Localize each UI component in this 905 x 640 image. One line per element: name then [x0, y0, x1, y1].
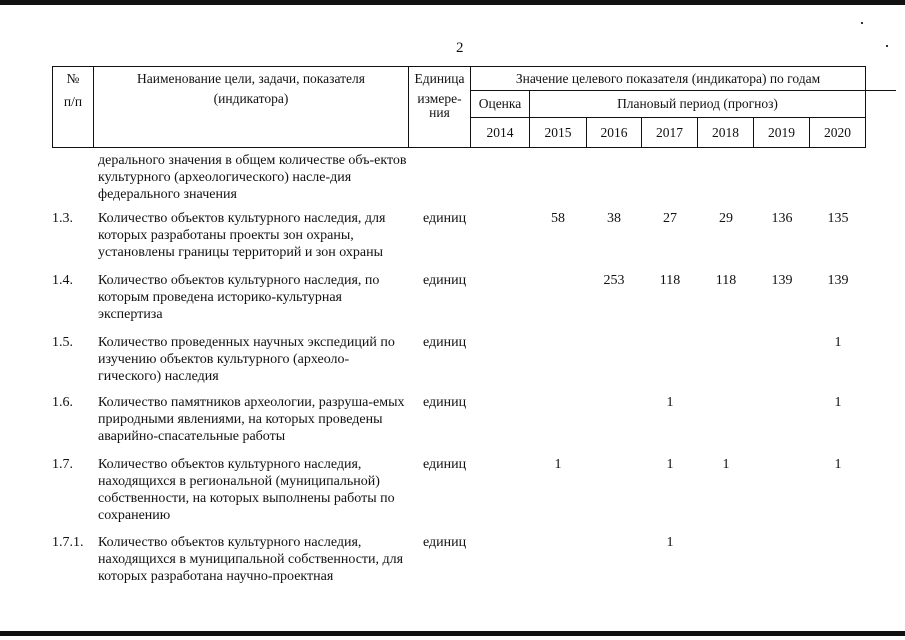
- page-number: 2: [456, 40, 464, 56]
- row-indicator-name: Количество проведенных научных экспедиций по изучению объектов культурного (археоло-гического) наследия: [98, 335, 395, 384]
- header-num-sublabel: п/п: [63, 94, 83, 109]
- row-number: 1.4.: [52, 273, 73, 288]
- row-unit: единиц: [423, 395, 467, 410]
- value-2019: 139: [771, 273, 793, 288]
- value-2018: 29: [719, 211, 733, 226]
- year-2019: 2019: [768, 125, 795, 140]
- row-unit: единиц: [423, 535, 467, 550]
- header-vline: [865, 66, 866, 148]
- value-2017: 27: [663, 211, 677, 226]
- header-planned-label: Плановый период (прогноз): [617, 96, 778, 111]
- scan-bottom-edge: [0, 631, 905, 636]
- value-2015: 1: [554, 457, 562, 472]
- value-2017: 1: [666, 457, 674, 472]
- value-2020: 1: [834, 457, 842, 472]
- value-2018: 118: [715, 273, 737, 288]
- header-name-sublabel: (индикатора): [213, 91, 289, 106]
- header-top-border: [52, 66, 866, 67]
- value-2016: 38: [607, 211, 621, 226]
- header-unit-sublabel: ния: [429, 105, 450, 120]
- row-unit: единиц: [423, 335, 467, 350]
- header-values-divider: [470, 90, 896, 91]
- year-2014: 2014: [486, 125, 514, 140]
- value-2017: 118: [659, 273, 681, 288]
- header-estimate-label: Оценка: [478, 96, 522, 111]
- year-2016: 2016: [600, 125, 628, 140]
- row-unit: единиц: [423, 273, 467, 288]
- row-indicator-name: Количество объектов культурного наследия, находящихся в муниципальной собственности, для которых разработана научно-проектная: [98, 535, 404, 584]
- header-name-label: Наименование цели, задачи, показателя: [137, 71, 365, 86]
- row-indicator-name: дерального значения в общем количестве объ-ектов культурного (археологического) насле-дия федерального значения: [98, 153, 407, 202]
- scan-speck: [861, 22, 863, 24]
- value-2015: 58: [551, 211, 565, 226]
- row-indicator-name: Количество памятников археологии, разруша-емых природными явлениями, на которых проведены аварийно-спасательные работы: [98, 395, 405, 444]
- row-number: 1.6.: [52, 395, 73, 410]
- row-unit: единиц: [423, 211, 467, 226]
- value-2017: 1: [666, 535, 674, 550]
- scan-top-edge: [0, 0, 905, 5]
- year-2015: 2015: [544, 125, 572, 140]
- row-indicator-name: Количество объектов культурного наследия, находящихся в региональной (муниципальной) собственности, на которых выполнены работы по сохранению: [98, 457, 395, 523]
- value-2020: 1: [834, 395, 842, 410]
- header-unit-label: Единица: [414, 71, 465, 86]
- header-num-label: №: [66, 71, 80, 86]
- year-2020: 2020: [824, 125, 851, 140]
- header-unit-sublabel: измере-: [417, 91, 462, 106]
- row-number: 1.3.: [52, 211, 73, 226]
- year-2018: 2018: [712, 125, 739, 140]
- row-unit: единиц: [423, 457, 467, 472]
- row-indicator-name: Количество объектов культурного наследия, для которых разработаны проекты зон охраны, установлены границы территорий и зон охраны: [98, 211, 386, 260]
- value-2018: 1: [722, 457, 730, 472]
- value-2019: 136: [771, 211, 793, 226]
- row-number: 1.5.: [52, 335, 73, 350]
- header-bottom-border: [52, 147, 866, 148]
- value-2020: 139: [827, 273, 849, 288]
- value-2020: 135: [827, 211, 849, 226]
- scan-speck: [886, 45, 888, 47]
- row-number: 1.7.1.: [52, 535, 84, 550]
- row-number: 1.7.: [52, 457, 73, 472]
- row-indicator-name: Количество объектов культурного наследия, по которым проведена историко-культурная экспертиза: [98, 273, 380, 322]
- value-2017: 1: [666, 395, 674, 410]
- value-2020: 1: [834, 335, 842, 350]
- year-2017: 2017: [656, 125, 683, 140]
- header-values-label: Значение целевого показателя (индикатора) по годам: [515, 71, 821, 86]
- value-2016: 253: [603, 273, 625, 288]
